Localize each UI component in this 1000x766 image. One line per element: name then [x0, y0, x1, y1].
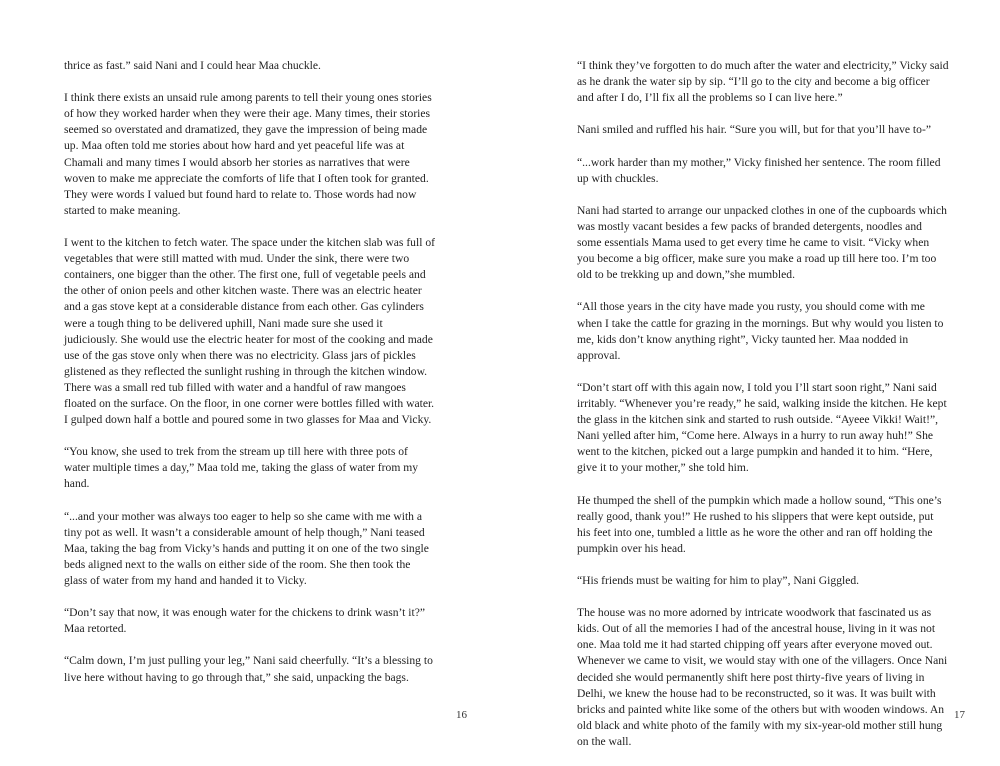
right-page	[500, 0, 1000, 750]
paragraph: “Don’t start off with this again now, I told you I’ll start soon right,” Nani said irritably. “Whenever you’re ready,” he said, walking inside the kitchen. He kept the glass in the kitchen sink and started to rush outside. “Ayeee Vikki! Wait!”, Nani yelled after him, “Come here. Always in a hurry to run away huh!” She went to the kitchen, picked out a large pumpkin and handed it to him. “Here, give it to your mother,” she told him.	[577, 380, 947, 475]
right-page-text	[577, 58, 949, 766]
paragraph: Nani had started to arrange our unpacked clothes in one of the cupboards which was mostly vacant besides a few packs of branded detergents, noodles and some essentials Mama used to get every time he came to visit. “Vicky when you become a big officer, make sure you make a road up till here too. I’m too old to be trekking up and down,”she mumbled.	[577, 203, 947, 282]
paragraph: “...and your mother was always too eager to help so she came with me with a tiny pot as well. It wasn’t a considerable amount of help though,” Nani teased Maa, taking the bag from Vicky’s hands and putting it on one of the two single beds aligned next to the walls on either side of the room. She then took the glass of water from my hand and handed it to Vicky.	[64, 509, 429, 587]
paragraph: I went to the kitchen to fetch water. The space under the kitchen slab was full of vegetables that were still matted with mud. Under the sink, there were two containers, one bigger than the other. The first one, full of vegetable peels and the other of onion peels and other kitchen waste. There was an electric heater and a gas stove kept at a considerable distance from each other. Gas cylinders were a tough thing to be delivered uphill, Nani made sure she used it judiciously. She would use the electric heater for most of the cooking and made use of the gas stove only when there was no electricity. Glass jars of pickles glistened as they reflected the sunlight rushing in through the kitchen window. There was a small red tub filled with water and a handful of raw mangoes floated on the surface. On the floor, in one corner were bottles filled with water. I gulped down half a bottle and poured some in two glasses for Maa and Vicky.	[64, 236, 435, 427]
paragraph: “...work harder than my mother,” Vicky finished her sentence. The room filled up with chuckles.	[577, 155, 941, 185]
paragraph: “Calm down, I’m just pulling your leg,” Nani said cheerfully. “It’s a blessing to live here without having to go through that,” she said, unpacking the bags.	[64, 654, 433, 684]
paragraph: The house was no more adorned by intricate woodwork that fascinated us as kids. Out of all the memories I had of the ancestral house, living in it was not one. Maa told me it had started chipping off years after everyone moved out. Whenever we came to visit, we would stay with one of the villagers. Once Nani decided she would permanently shift here post thirty-five years of living in Delhi, we knew the house had to be reconstructed, so it was. It was built with bricks and painted white like some of the others but with wooden windows. An old black and white photo of the family with my six-year-old mother still hung on the wall.	[577, 606, 948, 748]
paragraph: thrice as fast.” said Nani and I could hear Maa chuckle.	[64, 59, 321, 72]
paragraph: “I think they’ve forgotten to do much after the water and electricity,” Vicky said as he drank the water sip by sip. “I’ll go to the city and become a big officer and after I do, I’ll fix all the problems so I can live here.”	[577, 59, 949, 105]
paragraph: “His friends must be waiting for him to play”, Nani Giggled.	[577, 574, 860, 587]
left-page	[0, 0, 500, 750]
left-page-text	[64, 58, 436, 702]
paragraph: He thumped the shell of the pumpkin which made a hollow sound, “This one’s really good, thank you!” He rushed to his slippers that were kept outside, put his feet into one, tumbled a little as he wore the other and ran off holding the pumpkin over his head.	[577, 493, 942, 555]
paragraph: “You know, she used to trek from the stream up till here with three pots of water multiple times a day,” Maa told me, taking the glass of water from my hand.	[64, 445, 419, 491]
page-number-right: 17	[954, 709, 965, 721]
paragraph: “All those years in the city have made you rusty, you should come with me when I take the cattle for grazing in the mornings. But why would you listen to me, kids don’t know anything right”, Vicky taunted her. Maa nodded in approval.	[577, 300, 944, 362]
paragraph: “Don’t say that now, it was enough water for the chickens to drink wasn’t it?” Maa retorted.	[64, 606, 426, 636]
paragraph: I think there exists an unsaid rule among parents to tell their young ones stories of how they worked harder when they were their age. Many times, their stories seemed so overstated and dramatized, they gave the impression of being made up. Maa often told me stories about how hard and yet peaceful life was at Chamali and many times I would absorb her stories as narratives that were woven to make me appreciate the comforts of life that I often took for granted. They were words I valued but found hard to relate to. Those words had now started to make meaning.	[64, 91, 432, 217]
page-number-left: 16	[456, 709, 467, 721]
paragraph: Nani smiled and ruffled his hair. “Sure you will, but for that you’ll have to-”	[577, 123, 931, 137]
